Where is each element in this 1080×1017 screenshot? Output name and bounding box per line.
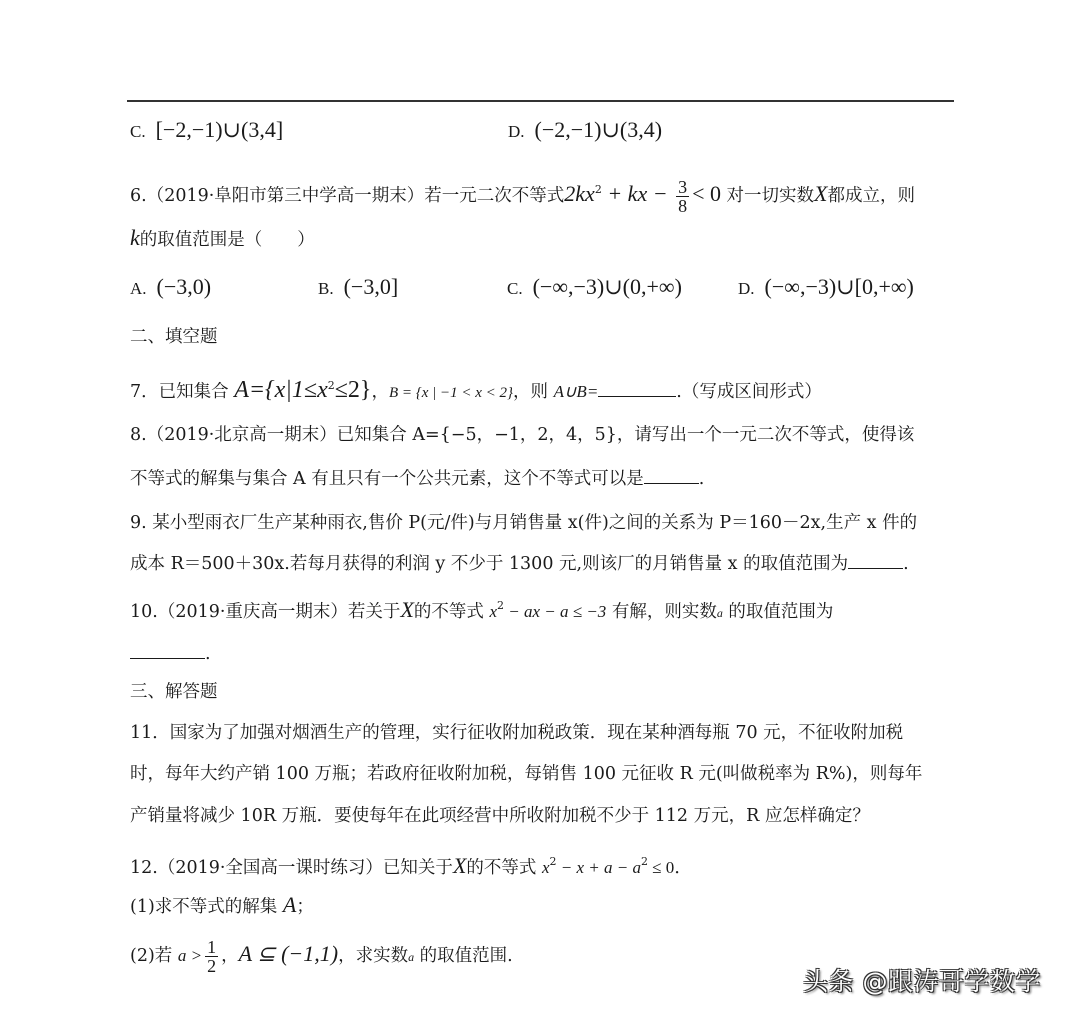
q11-line3: 产销量将减少 10R 万瓶．要使每年在此项经营中所收附加税不少于 112 万元，R 应怎样确定？ bbox=[130, 806, 870, 826]
fraction: $\frac{3}{8}$ bbox=[678, 177, 688, 216]
q9-line1: 9. 某小型雨衣厂生产某种雨衣,售价 P(元/件)与月销售量 x(件)之间的关系为 P＝160－2x,生产 x 件的 bbox=[130, 513, 918, 533]
section-answer-title: 三、解答题 bbox=[130, 682, 218, 702]
answer-blank[interactable] bbox=[130, 640, 205, 659]
answer-blank[interactable] bbox=[644, 465, 699, 484]
q10-answer-line: . bbox=[130, 640, 211, 668]
q12: 12.（2019·全国高一课时练习）已知关于X的不等式 $x^2 - x + a - a^2 \le 0$． bbox=[130, 853, 692, 878]
q6-option-d: D. (−∞,−3)∪[0,+∞) bbox=[738, 274, 914, 299]
q11-line1: 11．国家为了加强对烟酒生产的管理，实行征收附加税政策．现在某种酒每瓶 70 元，不征收附加税 bbox=[130, 723, 904, 743]
answer-blank[interactable] bbox=[598, 378, 676, 397]
q9-line2: 成本 R＝500＋30x.若每月获得的利润 y 不少于 1300 元,则该厂的月销售量 x 的取值范围为 . bbox=[130, 550, 909, 578]
fraction: $\frac{1}{2}$ bbox=[207, 937, 217, 976]
q6-line1: 6.（2019·阜阳市第三中学高一期末）若一元二次不等式$2kx^2$ + kx − $\frac{3}{8}$ < 0 对一切实数X都成立，则 bbox=[130, 177, 915, 216]
q6-line2: k的取值范围是（ ） bbox=[130, 225, 315, 250]
q12-part2: (2)若 a > $\frac{1}{2}$ ，A ⊆ (−1,1)，求实数a 的取值范围. bbox=[130, 937, 513, 976]
q6-option-c: C. (−∞,−3)∪(0,+∞) bbox=[507, 274, 682, 299]
q8-line1: 8.（2019·北京高一期末）已知集合 A={−5，−1，2，4，5}，请写出一个一元二次不等式，使得该 bbox=[130, 425, 915, 445]
q6-option-b: B. (−3,0] bbox=[318, 274, 399, 299]
q11-line2: 时，每年大约产销 100 万瓶；若政府征收附加税，每销售 100 元征收 R 元(叫做税率为 R%)，则每年 bbox=[130, 764, 923, 784]
q8-line2: 不等式的解集与集合 A 有且只有一个公共元素，这个不等式可以是 . bbox=[130, 465, 704, 493]
answer-blank[interactable] bbox=[848, 550, 903, 569]
q7: 7．已知集合 $A=\{x|1\le x^2\le 2\}$，B = {x | −1 < x < 2}，则 A∪B= .（写成区间形式） bbox=[130, 377, 822, 403]
q6-option-a: A. (−3,0) bbox=[130, 274, 212, 299]
q5-option-d: D. (−2,−1)∪(3,4) bbox=[508, 117, 663, 142]
q12-part1: (1)求不等式的解集 A； bbox=[130, 892, 314, 917]
watermark: 头条 @跟涛哥学数学 bbox=[803, 967, 1041, 996]
section-fill-in-title: 二、填空题 bbox=[130, 327, 218, 347]
header-rule bbox=[127, 100, 954, 102]
q5-option-c: C. [−2,−1)∪(3,4] bbox=[130, 117, 284, 142]
q10: 10.（2019·重庆高一期末）若关于X的不等式 $x^2$ − ax − a ≤ −3 有解，则实数a 的取值范围为 bbox=[130, 597, 834, 622]
